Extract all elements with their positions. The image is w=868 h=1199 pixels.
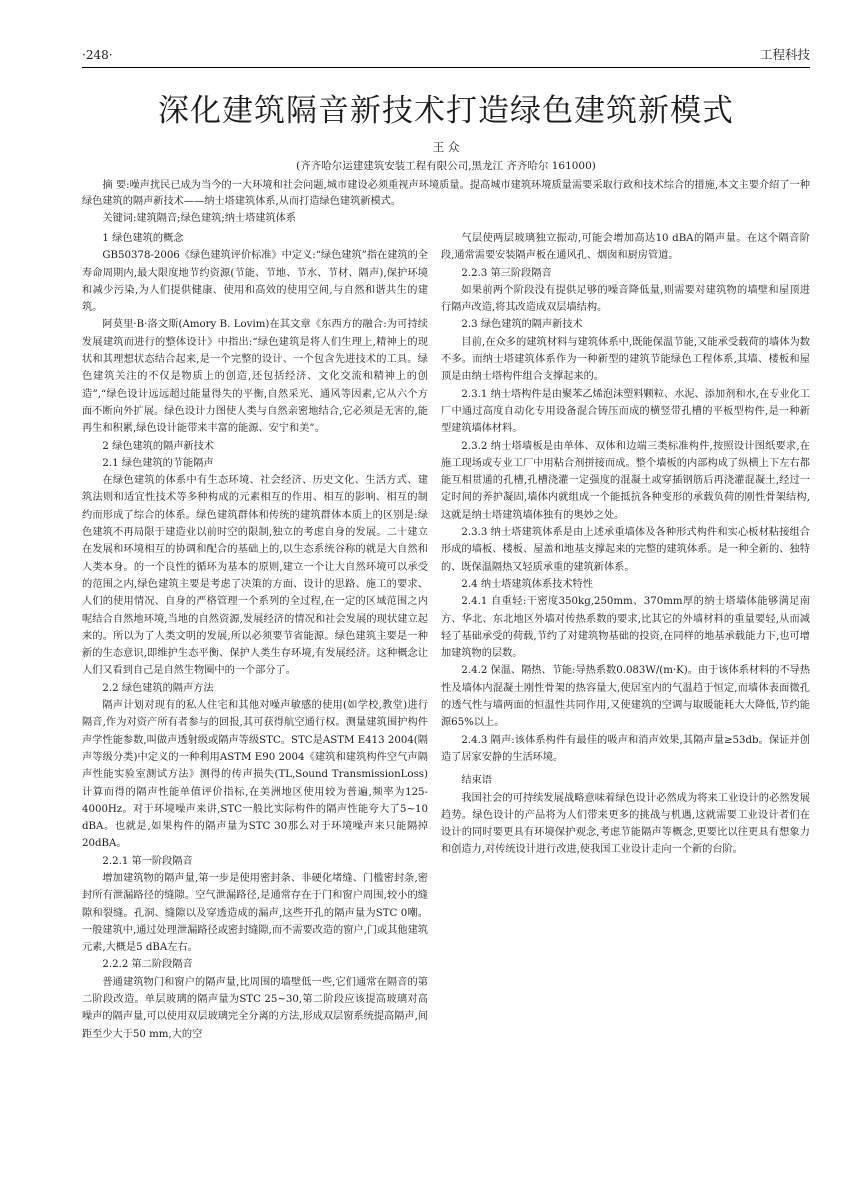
paragraph: 隔声计划对现有的私人住宅和其他对噪声敏感的使用(如学校,教堂)进行隔音,作为对资产所有者参与的回报,其可获得航空通行权。测量建筑围护构件声学性能参数,叫做声透射级或隔声等级STC。STC是ASTM E413 2004(隔声等级分类)中定义的一种利用ASTM E90 2004《建筑和建筑构件空气声隔声性能实验室测试方法》测得的传声损失(TL,Sound TransmissionLoss)计算而得的隔声性能单值评价指标,在美洲地区使用较为普遍,频率为125-4000Hz。对于环境噪声来讲,STC一般比实际构件的隔声性能夸大了5~10 dBA。也就是,如果构件的隔声量为STC 30那么对于环境噪声来只能隔掉20dBA。 [82, 700, 428, 850]
section-heading: 2.2 绿色建筑的隔声方法 [102, 682, 214, 694]
keywords: 关键词:建筑隔音;绿色建筑;纳士塔建筑体系 [102, 213, 297, 224]
paragraph: 目前,在众多的建筑材料与建筑体系中,既能保温节能,又能承受载荷的墙体为数不多。而纳士塔建筑体系作为一种新型的建筑节能绿色工程体系,其墙、楼板和屋顶是由纳士塔构件组合支撑起来的。 [441, 336, 810, 383]
section-heading: 2.4 纳士塔建筑体系技术特性 [461, 578, 593, 590]
paragraph: 2.4.3 隔声:该体系构件有最佳的吸声和消声效果,其隔声量≥53db。保证并创造了居家安静的生活环境。 [441, 734, 810, 763]
paragraph: 普通建筑物门和窗户的隔声量,比周围的墙壁低一些,它们通常在隔音的第二阶段改造。单层玻璃的隔声量为STC 25~30,第二阶段应该提高玻璃对高噪声的隔声量,可以使用双层玻璃完全分离的方法,形成双层窗系统提高隔声,间距至少大于50 mm,大的空 [82, 976, 428, 1040]
section-heading: 2.1 绿色建筑的节能隔声 [102, 457, 214, 469]
paragraph: 2.3.1 纳士塔构件是由聚苯乙烯泡沫塑料颗粒、水泥、添加剂和水,在专业化工厂中通过高度自动化专用设备混合铸压而成的横竖带孔槽的平板型构件,是一种新型建筑墙体材料。 [441, 388, 810, 435]
section-heading: 2.2.3 第三阶段隔音 [461, 267, 552, 279]
conclusion-heading: 结束语 [461, 775, 492, 787]
paragraph: 在绿色建筑的体系中有生态环境、社会经济、历史文化、生活方式、建筑法则和适宜性技术等多种构成的元素相互的作用、相互的影响、相互的制约而形成了综合的体系。绿色建筑群体和传统的建筑群体本质上的区别是:绿色建筑不再局限于建造业以前时空的限制,独立的考虑自身的发展。二十建立在发展和环境相互的协调和配合的基础上的,以生态系统谷称的就是大自然和人类本身。的一个良性的循环为基本的原则,建立一个让大自然环境可以承受的范围之内,绿色建筑主要是考虑了决策的方面、设计的思路、施工的要求、人们的使用情况、自身的严格管理一个系列的全过程,在一定的区域范围之内呢结合自然地环境,当地的自然资源,发展经济的情况和社会发展的现状建立起来的。所以为了人类文明的发展,所以必须要节省能源。绿色建筑主要是一种新的生态意识,即维护生态平衡、保护人类生存环境,有发展经济。这种概念让人们又看到自己是自然生物圈中的一个部分了。 [82, 475, 428, 677]
paragraph: GB50378-2006《绿色建筑评价标准》中定义:“绿色建筑”指在建筑的全寿命周期内,最大限度地节约资源(节能、节地、节水、节材、隔声),保护环境和减少污染,为人们提供健康、使用和高效的使用空间,与自然和谐共生的建筑。 [82, 250, 428, 314]
page-number: ·248· [82, 48, 113, 62]
section-heading: 1 绿色建筑的概念 [102, 233, 184, 244]
section-heading: 2.2.1 第一阶段隔音 [102, 855, 193, 867]
page-header [82, 44, 810, 66]
article-title: 深化建筑隔音新技术打造绿色建筑新模式 [158, 93, 734, 129]
paragraph: 如果前两个阶段没有提供足够的噪音降低量,则需要对建筑物的墙壁和屋顶进行隔声改造,将其改造成双层墙结构。 [441, 284, 810, 314]
paragraph: 2.3.2 纳士塔墙板是由单体、双体和边端三类标准构件,按照设计图纸要求,在施工现场或专业工厂中用粘合剂拼接而成。整个墙板的内部构成了纵横上下左右都能互相贯通的孔槽,孔槽浇灌一定强度的混凝土或穿插钢筋后再浇灌混凝土,经过一定时间的养护凝固,墙体内就组成一个能抵抗各种变形的承载负荷的刚性骨架结构,这就是纳士塔建筑墙体独有的奥妙之处。 [441, 440, 810, 521]
paragraph: 2.4.1 自重轻:干密度350kg,250mm、370mm厚的纳士塔墙体能够满足南方、华北、东北地区外墙对传热系数的要求,比其它的外墙材料的重量要轻,从而减轻了基础承受的荷载,节约了对建筑物基础的投资,在同样的地基承载能力下,也可增加建筑物的层数。 [441, 596, 810, 660]
section-heading: 2.2.2 第二阶段隔音 [102, 959, 193, 971]
paragraph: 气层使两层玻璃独立振动,可能会增加高达10 dBA的隔声量。在这个隔音阶段,通常需要安装隔声板在通风孔、烟囱和厨房管道。 [441, 233, 810, 262]
paragraph: 我国社会的可持续发展战略意味着绿色设计必然成为将来工业设计的必然发展趋势。绿色设计的产品将为人们带来更多的挑战与机遇,这就需要工业设计者们在设计的同时要更具有环境保护观念,考虑节能隔声等概念,更要比以往更具有想象力和创造力,对传统设计进行改进,使我国工业设计走向一个新的台阶。 [441, 792, 810, 856]
left-column [82, 230, 428, 1043]
paragraph: 增加建筑物的隔声量,第一步是使用密封条、非硬化堵缝、门槛密封条,密封所有泄漏路径的缝隙。空气泄漏路径,是通常存在于门和窗户周围,较小的缝隙和裂缝。孔洞、缝隙以及穿透造成的漏声,这些开孔的隔声量为STC 0嘲。一般建筑中,通过处理泄漏路径或密封缝隙,而不需要改造的窗户,门或其他建筑元素,大概是5 dBA左右。 [82, 872, 428, 954]
paragraph: 2.3.3 纳士塔建筑体系是由上述承重墙体及各种形式构件和实心板材粘接组合形成的墙板、楼板、屋盖和地基支撑起来的完整的建筑体系。是一种全新的、独特的、既保温隔热又轻质承重的建筑新体系。 [441, 527, 810, 573]
affiliation: (齐齐哈尔运建建筑安装工程有限公司,黑龙江 齐齐哈尔 161000) [296, 160, 596, 172]
abstract: 摘 要:噪声扰民已成为当今的一大环境和社会问题,城市建设必须重视声环境质量。提高城市建筑环境质量需要采取行政和技术综合的措施,本文主要介绍了一种绿色建筑的隔声新技术——纳士塔建筑体系,从而打造绿色建筑新模式。 [82, 180, 810, 207]
author: 王 众 [432, 140, 460, 154]
journal-name: 工程科技 [759, 47, 810, 62]
section-heading: 2 绿色建筑的隔声新技术 [102, 440, 214, 452]
section-heading: 2.3 绿色建筑的隔声新技术 [461, 319, 583, 331]
right-column [441, 230, 810, 859]
paragraph: 阿莫里·B·洛文斯(Amory B. Lovim)在其文章《东西方的融合:为可持续发展建筑而进行的整体设计》中指出:“绿色建筑是将人们生理上,精神上的现状和其理想状态结合起来,是一个完整的设计、一个包含先进技术的工具。绿色建筑关注的不仅是物质上的创造,还包括经济、文化交流和精神上的创造”,“绿色设计远远超过能量得失的平衡,自然采光、通风等因素,它从六个方面不断向外扩展。绿色设计力图使人类与自然亲密地结合,它必须是无害的,能再生和积累,绿色设计能带来丰富的能源、安宁和美”。 [82, 319, 428, 435]
paragraph: 2.4.2 保温、隔热、节能:导热系数0.083W/(m·K)。由于该体系材料的不导热性及墙体内混凝土刚性骨架的热容量大,使居室内的气温趋于恒定,而墙体表面微孔的透气性与墙两面的恒温性共同作用,又使建筑的空调与取暖能耗大大降低,节约能源65%以上。 [441, 665, 811, 729]
header-rule [82, 67, 810, 68]
